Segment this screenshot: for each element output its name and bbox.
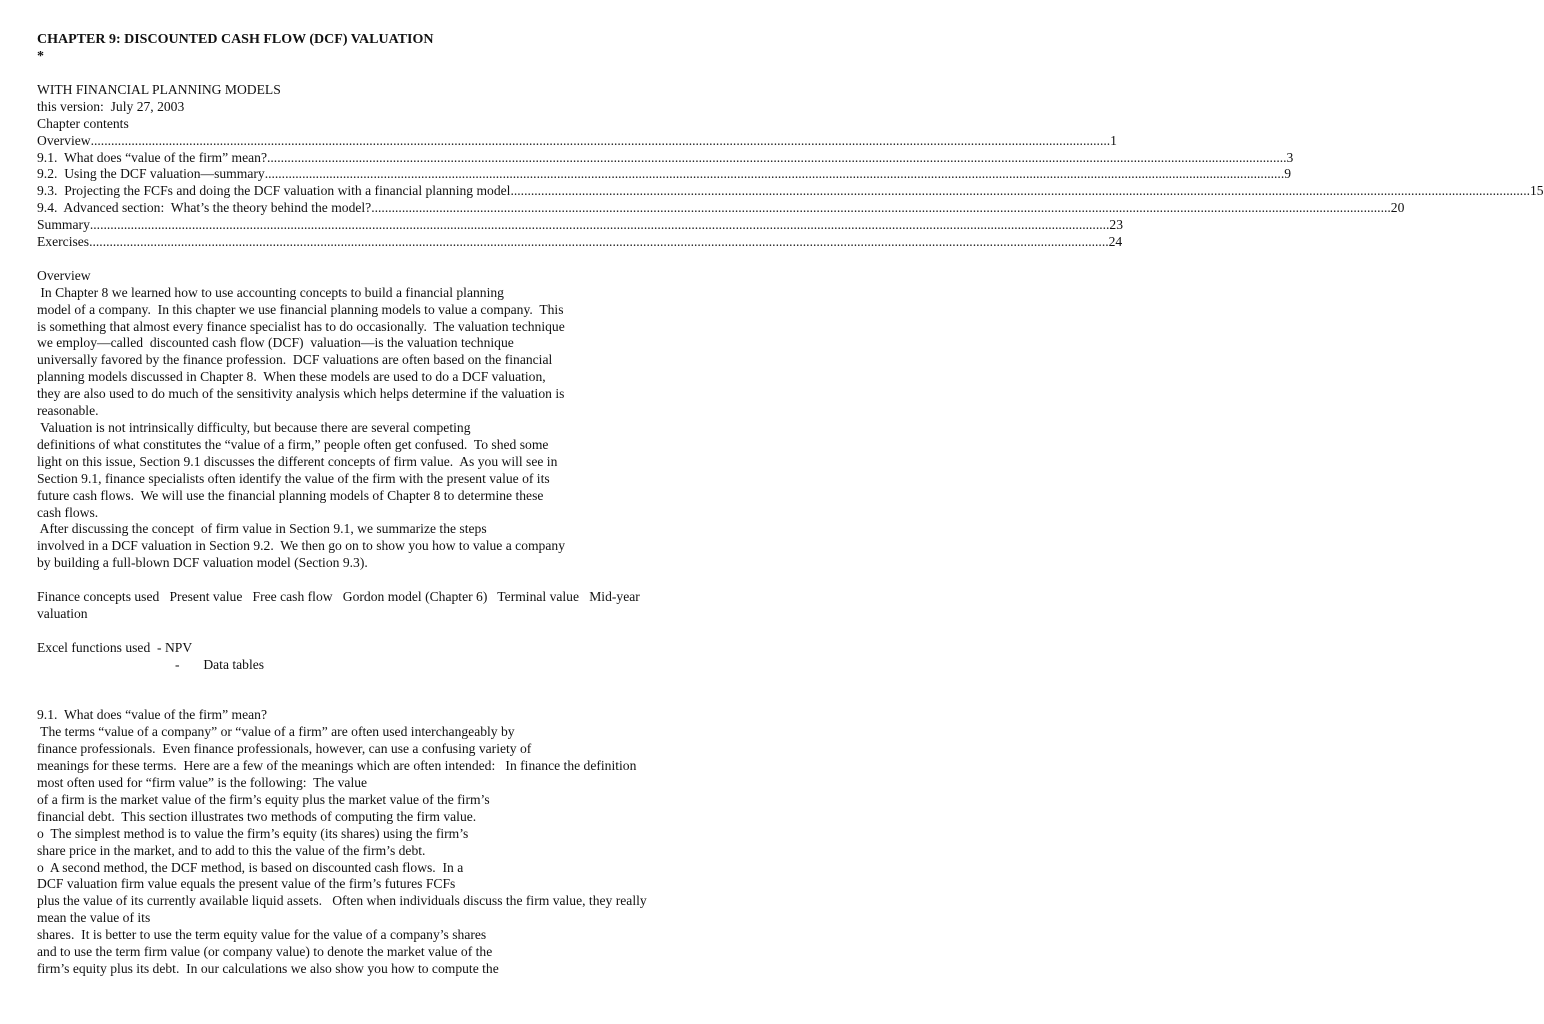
contents-heading: Chapter contents [37,115,129,131]
section-text-line: plus the value of its currently available liquid assets. Often when individuals discuss the firm value, they really [37,893,647,909]
section-text-line: mean the value of its [37,910,151,926]
table-of-contents [37,132,1544,251]
toc-page-number: 20 [1390,200,1405,216]
overview-text-line: future cash flows. We will use the financial planning models of Chapter 8 to determine these [37,487,544,503]
section-text-line: finance professionals. Even finance professionals, however, can use a confusing variety of [37,741,532,757]
section-text-line: DCF valuation firm value equals the present value of the firm’s futures FCFs [37,876,456,892]
section-text-line: shares. It is better to use the term equity value for the value of a company’s shares [37,927,487,943]
toc-leader-dots: ............................................................................................................................................................................................................................................................................................................ [371,200,1391,216]
section-text-line: o A second method, the DCF method, is based on discounted cash flows. In a [37,859,464,875]
section-text-line: The terms “value of a company” or “value of a firm” are often used interchangeably by [37,724,515,740]
overview-text-line: Section 9.1, finance specialists often identify the value of the firm with the present value of its [37,470,550,486]
toc-leader-dots: ............................................................................................................................................................................................................................................................................................................ [89,234,1109,250]
chapter-title: CHAPTER 9: DISCOUNTED CASH FLOW (DCF) VALUATION [37,32,434,47]
spacer [37,690,737,707]
finance-concepts [37,589,737,623]
toc-entry [37,132,1117,150]
toc-page-number: 3 [1286,149,1294,165]
overview-text-line: involved in a DCF valuation in Section 9.2. We then go on to show you how to value a company [37,538,565,554]
overview-text-line: light on this issue, Section 9.1 discusses the different concepts of firm value. As you will see in [37,453,558,469]
toc-page-number: 9 [1284,166,1292,182]
toc-leader-dots: ............................................................................................................................................................................................................................................................................................................ [89,217,1110,233]
toc-entry-label: Summary [37,217,90,233]
toc-leader-dots: ............................................................................................................................................................................................................................................................................................................ [510,183,1530,199]
finance-concepts-line: valuation [37,605,88,621]
section-text-line: financial debt. This section illustrates two methods of computing the firm value. [37,808,477,824]
toc-entry [37,200,1405,217]
toc-leader-dots: ............................................................................................................................................................................................................................................................................................................ [90,132,1111,148]
overview-text-line: planning models discussed in Chapter 8. When these models are used to do a DCF valuation, [37,369,546,385]
overview-text-line: model of a company. In this chapter we use financial planning models to value a company. This [37,301,564,317]
toc-page-number: 1 [1110,132,1117,148]
excel-functions-line: Excel functions used - NPV [37,639,193,655]
toc-entry-label: 9.3. Projecting the FCFs and doing the DCF valuation with a financial planning model [37,183,511,199]
toc-entry [37,217,1123,234]
overview-text-line: cash flows. [37,504,99,520]
section-text-line: share price in the market, and to add to this the value of the firm’s debt. [37,842,426,858]
section-text-line: firm’s equity plus its debt. In our calculations we also show you how to compute the [37,960,499,976]
finance-concepts-line: Finance concepts used Present value Free cash flow Gordon model (Chapter 6) Terminal value Mid-year [37,589,640,605]
overview-body [37,285,737,572]
overview-text-line: we employ—called discounted cash flow (DCF) valuation—is the valuation technique [37,335,514,351]
version-date: this version: July 27, 2003 [37,98,185,114]
toc-entry-label: Overview [37,132,91,148]
toc-entry [37,149,1294,167]
section-text-line: o The simplest method is to value the firm’s equity (its shares) using the firm’s [37,825,469,841]
overview-text-line: After discussing the concept of firm value in Section 9.1, we summarize the steps [37,521,487,537]
toc-entry-label: 9.4. Advanced section: What’s the theory behind the model? [37,200,372,216]
overview-text-line: reasonable. [37,403,99,419]
overview-text-line: In Chapter 8 we learned how to use accounting concepts to build a financial planning [37,284,504,300]
spacer [37,65,737,82]
toc-page-number: 23 [1109,217,1123,233]
document-page [37,31,1544,978]
toc-leader-dots: ............................................................................................................................................................................................................................................................................................................ [264,166,1285,182]
spacer [37,674,737,691]
overview-text-line: universally favored by the finance profession. DCF valuations are often based on the financial [37,352,553,368]
section-text-line: most often used for “firm value” is the following: The value [37,774,368,790]
toc-leader-dots: ............................................................................................................................................................................................................................................................................................................ [267,149,1287,165]
toc-entry [37,234,1123,251]
overview-text-line: definitions of what constitutes the “value of a firm,” people often get confused. To shed some [37,436,549,452]
toc-entry-label: Exercises [37,234,90,250]
spacer [37,572,737,589]
toc-page-number: 24 [1108,234,1123,250]
section-9-1-body [37,724,737,978]
overview-text-line: they are also used to do much of the sensitivity analysis which helps determine if the valuation is [37,386,565,402]
footnote-asterisk: * [37,49,44,64]
spacer [37,251,737,268]
toc-entry [37,166,1292,183]
overview-text-line: is something that almost every finance specialist has to do occasionally. The valuation technique [37,318,565,334]
section-text-line: of a firm is the market value of the firm’s equity plus the market value of the firm’s [37,791,490,807]
toc-entry-label: 9.1. What does “value of the firm” mean? [37,149,267,165]
section-text-line: and to use the term firm value (or company value) to denote the market value of the [37,944,493,960]
overview-heading: Overview [37,267,91,283]
overview-text-line: Valuation is not intrinsically difficulty, but because there are several competing [37,420,471,435]
toc-entry [37,183,1544,200]
chapter-subtitle: WITH FINANCIAL PLANNING MODELS [37,81,281,97]
section-text-line: meanings for these terms. Here are a few of the meanings which are often intended: In finance the definition [37,758,637,774]
excel-functions-item: - Data tables [175,656,265,672]
toc-page-number: 15 [1530,183,1544,199]
overview-text-line: by building a full-blown DCF valuation model (Section 9.3). [37,555,368,571]
toc-entry-label: 9.2. Using the DCF valuation—summary [37,166,265,182]
section-9-1-heading: 9.1. What does “value of the firm” mean? [37,707,267,723]
spacer [37,623,737,640]
